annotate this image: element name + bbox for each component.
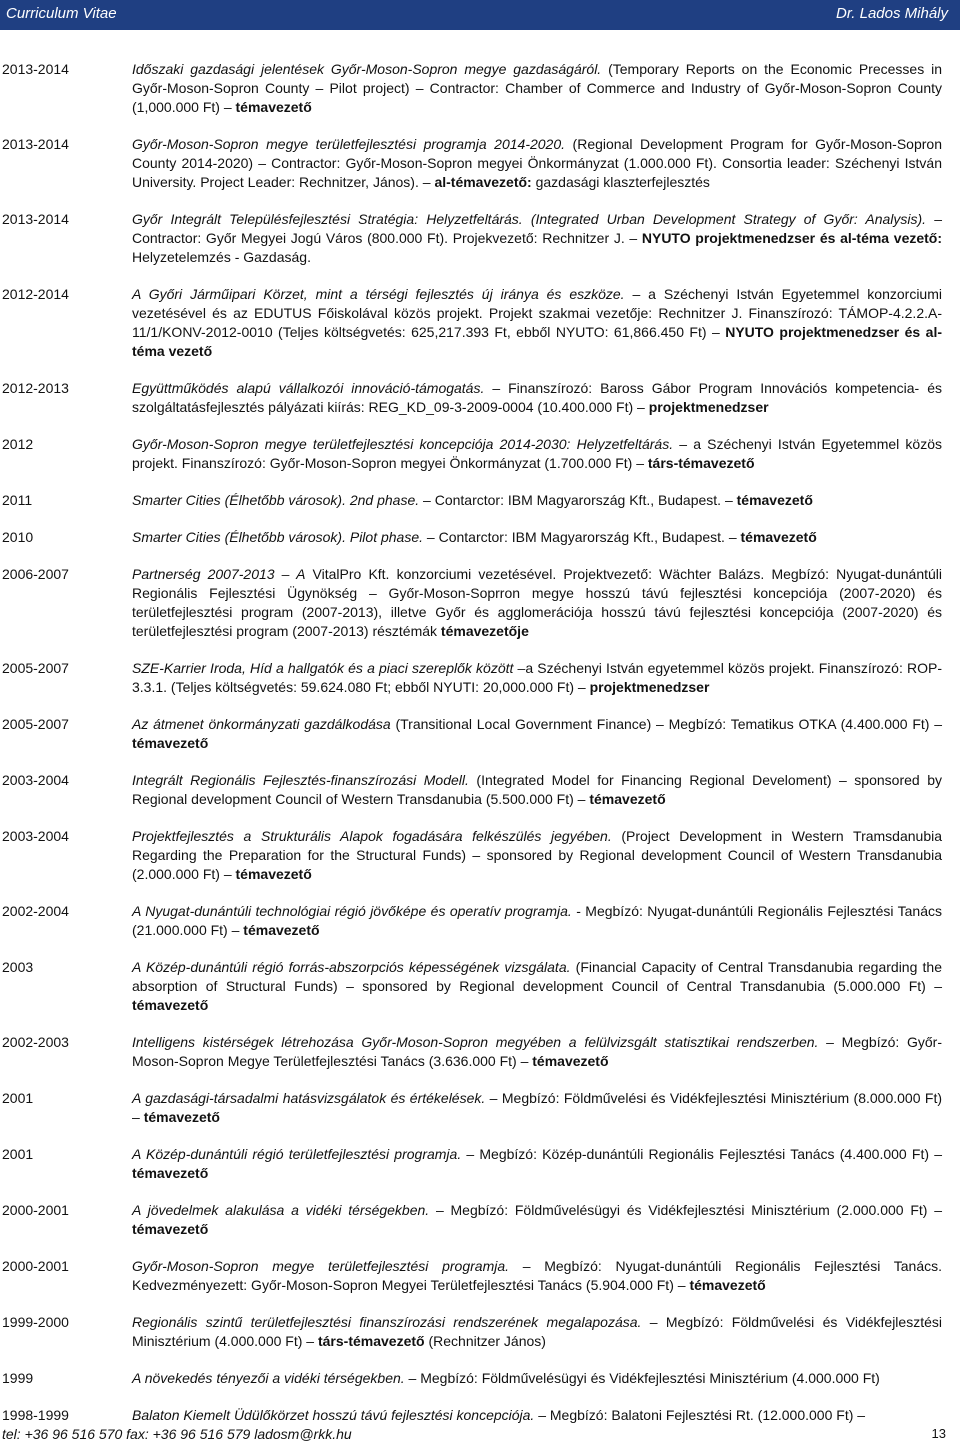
project-role: témavezető xyxy=(143,1109,220,1125)
project-title: Regionális szintű területfejlesztési finanszírozási rendszerének megalapozása. xyxy=(132,1314,642,1330)
project-body: (Integrated Model for Financing Regional Develoment) – sponsored by Regional development Council of Western Transdanubia (5.500.000 Ft) – xyxy=(132,772,942,807)
project-year: 2003-2004 xyxy=(2,828,69,844)
contact-info: tel: +36 96 516 570 fax: +36 96 516 579 ladosm@rkk.hu xyxy=(2,1426,352,1442)
project-entry xyxy=(0,659,960,697)
project-body: – Megbízó: Földművelésügyi és Vidékfejlesztési Minisztérium (4.000.000 Ft) xyxy=(404,1370,880,1386)
project-entry xyxy=(0,491,960,510)
project-entry xyxy=(0,1089,960,1127)
project-year: 2013-2014 xyxy=(2,136,69,152)
project-role: témavezető xyxy=(235,99,312,115)
project-year: 2011 xyxy=(2,492,33,508)
project-title: A jövedelmek alakulása a vidéki térségekben. xyxy=(132,1202,430,1218)
project-year: 2003 xyxy=(2,959,34,975)
project-entry xyxy=(0,379,960,417)
project-description xyxy=(132,827,942,884)
project-entry xyxy=(0,60,960,117)
project-description xyxy=(132,1089,942,1127)
project-body: – Contarctor: IBM Magyarország Kft., Budapest. – xyxy=(423,529,741,545)
project-year: 1999-2000 xyxy=(2,1314,69,1330)
project-title: A Nyugat-dunántúli technológiai régió jövőképe és operatív programja. xyxy=(132,903,572,919)
project-body: – Finanszírozó: Baross Gábor Program Innovációs kompetencia- és szolgáltatásfejlesztés pályázati kiírás: REG_KD_09-3-2009-0004 (10.400.000 Ft) – xyxy=(132,380,942,415)
project-body: – Megbízó: Nyugat-dunántúli Regionális Fejlesztési Tanács. Kedvezményezett: Győr-Moson-Sopron Megyei Területfejlesztési Tanács (5.904.000 Ft) – xyxy=(132,1258,943,1293)
project-role: témavezető xyxy=(132,735,209,751)
project-year: 2012-2013 xyxy=(2,380,69,396)
project-entry xyxy=(0,1369,960,1388)
project-year: 2000-2001 xyxy=(2,1202,69,1218)
project-description xyxy=(132,528,942,547)
project-body: a Széchenyi István egyetemmel közös projekt. Finanszírozó: ROP-3.3.1. (Teljes költségvetés: 59.624.080 Ft; ebből NYUTI: 20,000.000 Ft) – xyxy=(132,660,942,695)
project-title: Smarter Cities (Élhetőbb városok). Pilot phase. xyxy=(132,529,424,545)
project-description xyxy=(132,1201,942,1239)
project-role: témavezető xyxy=(532,1053,609,1069)
project-title: A növekedés tényezői a vidéki térségekben. xyxy=(132,1370,405,1386)
project-role: témavezető xyxy=(736,492,813,508)
project-description xyxy=(132,1313,942,1351)
project-year: 2002-2004 xyxy=(2,903,69,919)
project-role: témavezetője xyxy=(440,623,529,639)
project-year: 2001 xyxy=(2,1090,34,1106)
project-year: 2013-2014 xyxy=(2,61,69,77)
project-role: projektmenedzser xyxy=(648,399,769,415)
project-role: témavezető xyxy=(243,922,320,938)
project-role: témavezető xyxy=(132,1221,209,1237)
project-description xyxy=(132,1406,942,1425)
project-body: – Contarctor: IBM Magyarország Kft., Budapest. – xyxy=(419,492,737,508)
project-title: Projektfejlesztés a Strukturális Alapok fogadására felkészülés jegyében. xyxy=(132,828,612,844)
project-description xyxy=(132,771,942,809)
page-number: 13 xyxy=(931,1426,946,1441)
project-title: Győr-Moson-Sopron megye területfejlesztési koncepciója 2014-2030: Helyzetfeltárás. xyxy=(132,436,674,452)
project-year: 2002-2003 xyxy=(2,1034,69,1050)
project-entry xyxy=(0,715,960,753)
project-description xyxy=(132,958,942,1015)
project-title: A Közép-dunántúli régió forrás-abszorpciós képességének vizsgálata. xyxy=(132,959,571,975)
project-role: társ-témavezető xyxy=(647,455,755,471)
project-entry xyxy=(0,435,960,473)
project-after: (Rechnitzer János) xyxy=(424,1333,546,1349)
project-entry xyxy=(0,771,960,809)
project-year: 2010 xyxy=(2,529,34,545)
project-role: témavezető xyxy=(589,791,666,807)
project-description xyxy=(132,565,942,641)
project-list xyxy=(0,60,960,1443)
project-entry xyxy=(0,1201,960,1239)
project-description xyxy=(132,902,942,940)
project-description xyxy=(132,379,942,417)
project-body: – Contractor: Győr Megyei Jogú Város (800.000 Ft). Projekvezető: Rechnitzer J. – xyxy=(132,211,942,246)
project-body: – Megbízó: Földművelési és Vidékfejlesztési Minisztérium (4.000.000 Ft) – xyxy=(132,1314,942,1349)
project-entry xyxy=(0,958,960,1015)
project-entry xyxy=(0,565,960,641)
project-title: A Győri Járműipari Körzet, mint a térségi fejlesztés új iránya és eszköze. xyxy=(132,286,625,302)
project-entry xyxy=(0,827,960,884)
project-year: 2013-2014 xyxy=(2,211,69,227)
project-entry xyxy=(0,1313,960,1351)
project-title: Az átmenet önkormányzati gazdálkodása xyxy=(132,716,391,732)
project-role: NYUTO projektmenedzser és al-téma vezető xyxy=(132,324,942,359)
project-title: A gazdasági-társadalmi hatásvizsgálatok és értékelések. xyxy=(132,1090,486,1106)
project-body: – Megbízó: Közép-dunántúli Regionális Fejlesztési Tanács (4.400.000 Ft) – xyxy=(461,1146,942,1162)
project-body: - Megbízó: Nyugat-dunántúli Regionális Fejlesztési Tanács (21.000.000 Ft) – xyxy=(132,903,942,938)
project-body: – Megbízó: Földművelésügyi és Vidékfejlesztési Minisztérium (2.000.000 Ft) – xyxy=(429,1202,942,1218)
project-title: Győr Integrált Településfejlesztési Stratégia: Helyzetfeltárás. (Integrated Urban Development Strategy of Győr: Analysis). xyxy=(132,211,927,227)
project-description xyxy=(132,435,942,473)
project-description xyxy=(132,285,942,361)
project-description xyxy=(132,491,942,510)
project-description xyxy=(132,659,942,697)
project-description xyxy=(132,210,942,267)
project-body: (Financial Capacity of Central Transdanubia regarding the absorption of Structural Funds) – sponsored by Regional development Council of Central Transdanubia (5.000.000 Ft) – xyxy=(132,959,942,994)
project-role: NYUTO projektmenedzser és al-téma vezető: xyxy=(641,230,943,246)
document-title: Curriculum Vitae xyxy=(6,5,117,22)
project-body: – Megbízó: Földművelési és Vidékfejlesztési Minisztérium (8.000.000 Ft) – xyxy=(132,1090,942,1125)
project-body: (Transitional Local Government Finance) – Megbízó: Tematikus OTKA (4.400.000 Ft) – xyxy=(390,716,942,732)
project-title: SZE-Karrier Iroda, Híd a hallgatók és a piaci szereplők között – xyxy=(132,660,526,676)
project-title: Együttműködés alapú vállalkozói innováció-támogatás. xyxy=(132,380,485,396)
project-body: (Regional Development Program for Győr-Moson-Sopron County 2014-2020) – Contractor: Győr-Moson-Sopron megyei Önkormányzat (1.000.000 Ft). Consortia leader: Széchenyi István University. Project Leader: Rechnitzer, János). – xyxy=(132,136,942,190)
project-entry xyxy=(0,1145,960,1183)
project-body: VitalPro Kft. konzorciumi vezetésével. Projektvezető: Wächter Balázs. Megbízó: Nyugat-dunántúli Regionális Fejlesztési Ügynökség – Győr-Moson-Soprron megye hosszú távú fejlesztési koncepciója (2007-2020) és területfejlesztési program (2007-2013), illetve Győr és agglomerációja hosszú távú fejlesztési koncepciója (2007-2020) és területfejlesztési program (2007-2013) résztémák xyxy=(132,566,942,639)
project-description xyxy=(132,135,942,192)
project-year: 2003-2004 xyxy=(2,772,69,788)
project-body: – Megbízó: Balatoni Fejlesztési Rt. (12.000.000 Ft) – xyxy=(534,1407,866,1423)
project-title: A Közép-dunántúli régió területfejlesztési programja. xyxy=(132,1146,462,1162)
project-role: projektmenedzser xyxy=(589,679,710,695)
project-role: témavezető xyxy=(132,1165,209,1181)
project-title: Partnerség 2007-2013 – A xyxy=(132,566,306,582)
project-year: 2005-2007 xyxy=(2,716,69,732)
project-entry xyxy=(0,1406,960,1425)
project-year: 2001 xyxy=(2,1146,34,1162)
project-body: – Megbízó: Győr-Moson-Sopron Megye Területfejlesztési Tanács (3.636.000 Ft) – xyxy=(132,1034,942,1069)
project-entry xyxy=(0,285,960,361)
project-year: 1998-1999 xyxy=(2,1407,69,1423)
project-year: 2005-2007 xyxy=(2,660,69,676)
project-title: Smarter Cities (Élhetőbb városok). 2nd phase. xyxy=(132,492,420,508)
project-year: 2006-2007 xyxy=(2,566,69,582)
project-after: gazdasági klaszterfejlesztés xyxy=(531,174,710,190)
project-title: Integrált Regionális Fejlesztés-finanszírozási Modell. xyxy=(132,772,469,788)
project-body: – a Széchenyi István Egyetemmel konzorciumi vezetésével és az EDUTUS Főiskolával közös projekt. Projekt szakmai vezetője: Rechnitzer J. Finanszírozó: TÁMOP-4.2.2.A-11/1/KONV-2012-0010 (Teljes költségvetés: 625,217.393 Ft, ebből NYUTO: 61,866.450 Ft) – xyxy=(132,286,942,340)
project-body: (Project Development in Western Tramsdanubia Regarding the Preparation for the Structural Funds) – sponsored by Regional development Council of Western Transdanubia (2.000.000 Ft) – xyxy=(132,828,943,882)
project-title: Intelligens kistérségek létrehozása Győr-Moson-Sopron megyében a felülvizsgált statisztikai rendszerben. xyxy=(132,1034,819,1050)
project-title: Győr-Moson-Sopron megye területfejlesztési programja. xyxy=(132,1258,510,1274)
project-title: Balaton Kiemelt Üdülőkörzet hosszú távú fejlesztési koncepciója. xyxy=(132,1407,535,1423)
project-role: témavezető xyxy=(235,866,312,882)
page-header xyxy=(0,0,960,30)
project-entry xyxy=(0,528,960,547)
project-description xyxy=(132,1145,942,1183)
project-entry xyxy=(0,1257,960,1295)
project-body: (Temporary Reports on the Economic Precesses in Győr-Moson-Sopron County – Pilot project) – Contractor: Chamber of Commerce and Industry of Győr-Moson-Sopron County (1,000.000 Ft) – xyxy=(132,61,942,115)
project-description xyxy=(132,1257,942,1295)
project-entry xyxy=(0,135,960,192)
project-after: Helyzetelemzés - Gazdaság. xyxy=(132,249,311,265)
project-entry xyxy=(0,1033,960,1071)
project-description xyxy=(132,60,942,117)
project-description xyxy=(132,715,942,753)
project-entry xyxy=(0,902,960,940)
project-year: 2012 xyxy=(2,436,34,452)
project-title: Győr-Moson-Sopron megye területfejlesztési programja 2014-2020. xyxy=(132,136,566,152)
project-role: témavezető xyxy=(132,997,209,1013)
project-title: Időszaki gazdasági jelentések Győr-Moson-Sopron megye gazdaságáról. xyxy=(132,61,602,77)
project-year: 2012-2014 xyxy=(2,286,69,302)
project-year: 2000-2001 xyxy=(2,1258,69,1274)
author-name: Dr. Lados Mihály xyxy=(836,5,948,22)
project-role: al-témavezető: xyxy=(434,174,532,190)
project-entry xyxy=(0,210,960,267)
project-role: témavezető xyxy=(740,529,817,545)
project-description xyxy=(132,1033,942,1071)
project-year: 1999 xyxy=(2,1370,34,1386)
project-description xyxy=(132,1369,942,1388)
project-body: – a Széchenyi István Egyetemmel közös projekt. Finanszírozó: Győr-Moson-Sopron megyei Önkormányzat (1.700.000 Ft) – xyxy=(132,436,943,471)
project-role: társ-témavezető xyxy=(317,1333,425,1349)
project-role: témavezető xyxy=(689,1277,766,1293)
